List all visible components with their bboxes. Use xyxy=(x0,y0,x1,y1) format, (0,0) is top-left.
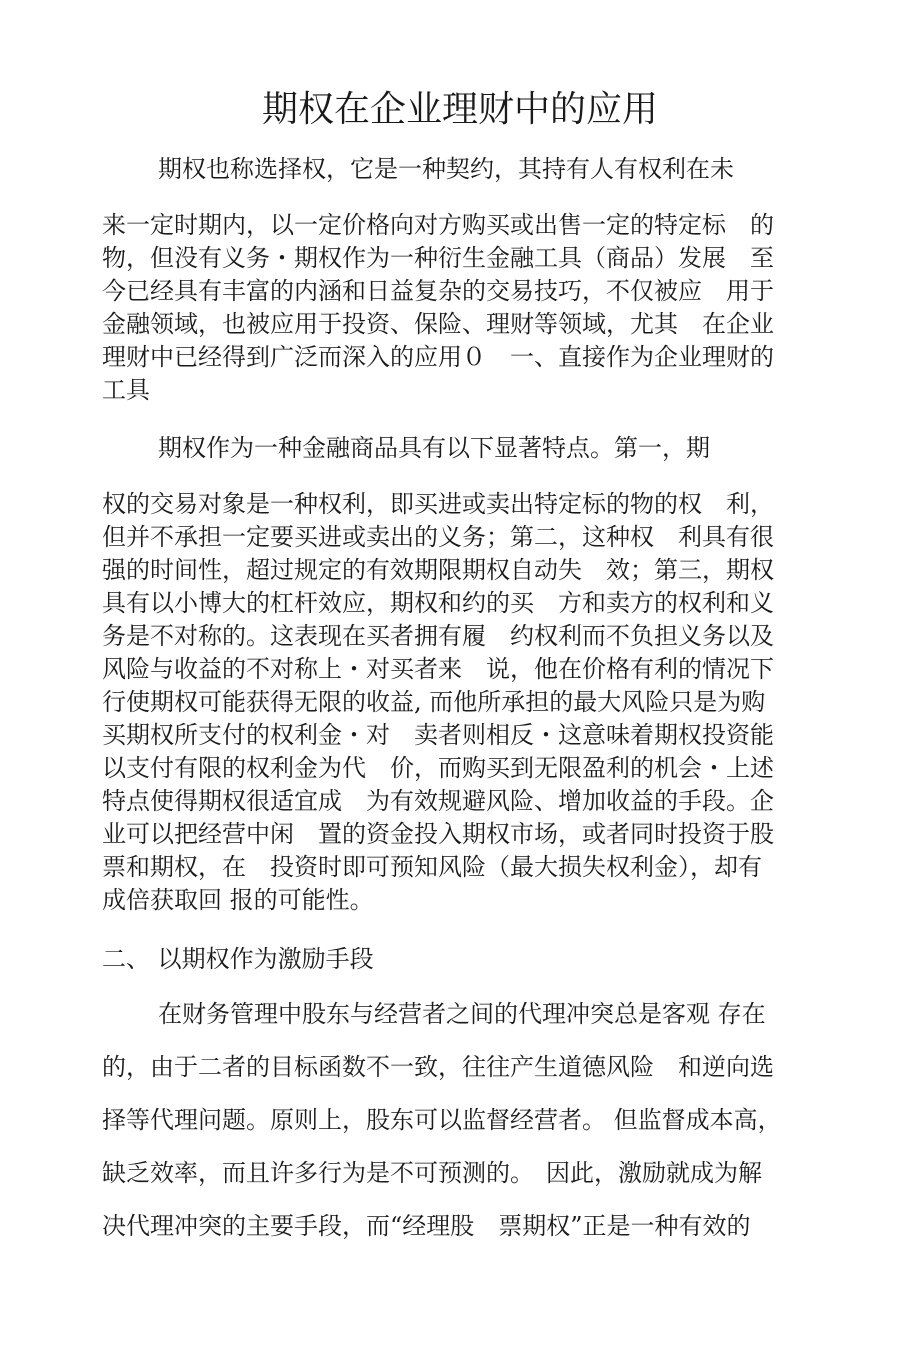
paragraph-2-line: 强的时间性，超过规定的有效期限期权自动失 效；第三，期权 xyxy=(102,556,774,584)
paragraph-2-line: 特点使得期权很适宜成 为有效规避风险、增加收益的手段。企 xyxy=(102,787,774,815)
paragraph-2-line: 票和期权，在 投资时即可预知风险（最大损失权利金），却有 xyxy=(102,853,762,881)
paragraph-3-line: 择等代理问题。原则上，股东可以监督经营者。 但监督成本高， xyxy=(102,1106,782,1134)
paragraph-3-line: 的，由于二者的目标函数不一致，往往产生道德风险 和逆向选 xyxy=(102,1053,774,1081)
paragraph-1-lead: 期权也称选择权，它是一种契约，其持有人有权利在未 xyxy=(158,155,734,183)
paragraph-3-line: 缺乏效率，而且许多行为是不可预测的。 因此，激励就成为解 xyxy=(102,1159,762,1187)
paragraph-1-line: 工具 xyxy=(102,376,150,404)
paragraph-1-line: 今已经具有丰富的内涵和日益复杂的交易技巧，不仅被应 用于 xyxy=(102,277,774,305)
paragraph-2-line: 以支付有限的权利金为代 价，而购买到无限盈利的机会・上述 xyxy=(102,754,774,782)
paragraph-1-line: 理财中已经得到广泛而深入的应用０ 一、直接作为企业理财的 xyxy=(102,343,774,371)
paragraph-2-lead: 期权作为一种金融商品具有以下显著特点。第一，期 xyxy=(158,434,710,462)
paragraph-3-lead: 在财务管理中股东与经营者之间的代理冲突总是客观 存在 xyxy=(158,1000,766,1028)
paragraph-2-line: 务是不对称的。这表现在买者拥有履 约权利而不负担义务以及 xyxy=(102,622,774,650)
paragraph-1-line: 金融领域，也被应用于投资、保险、理财等领域，尤其 在企业 xyxy=(102,310,774,338)
paragraph-2-line: 买期权所支付的权利金・对 卖者则相反・这意味着期权投资能 xyxy=(102,721,774,749)
document-title: 期权在企业理财中的应用 xyxy=(261,89,658,130)
paragraph-2-line: 风险与收益的不对称上・对买者来 说，他在价格有利的情况下 xyxy=(102,655,774,683)
paragraph-1-line: 来一定时期内，以一定价格向对方购买或出售一定的特定标 的 xyxy=(102,211,774,239)
paragraph-2-line: 业可以把经营中闲 置的资金投入期权市场，或者同时投资于股 xyxy=(102,820,774,848)
paragraph-2-line: 行使期权可能获得无限的收益, 而他所承担的最大风险只是为购 xyxy=(102,688,766,716)
paragraph-2-line: 成倍获取回 报的可能性。 xyxy=(102,886,374,914)
paragraph-2-line: 但并不承担一定要买进或卖出的义务；第二，这种权 利具有很 xyxy=(102,523,774,551)
paragraph-2-line: 权的交易对象是一种权利，即买进或卖出特定标的物的权 利， xyxy=(102,490,774,518)
section-heading: 二、 以期权作为激励手段 xyxy=(102,945,374,973)
paragraph-2-line: 具有以小博大的杠杆效应，期权和约的买 方和卖方的权利和义 xyxy=(102,589,774,617)
paragraph-1-line: 物，但没有义务・期权作为一种衍生金融工具（商品）发展 至 xyxy=(102,244,774,272)
paragraph-3-line: 决代理冲突的主要手段，而“经理股 票期权”正是一种有效的 xyxy=(102,1212,751,1240)
